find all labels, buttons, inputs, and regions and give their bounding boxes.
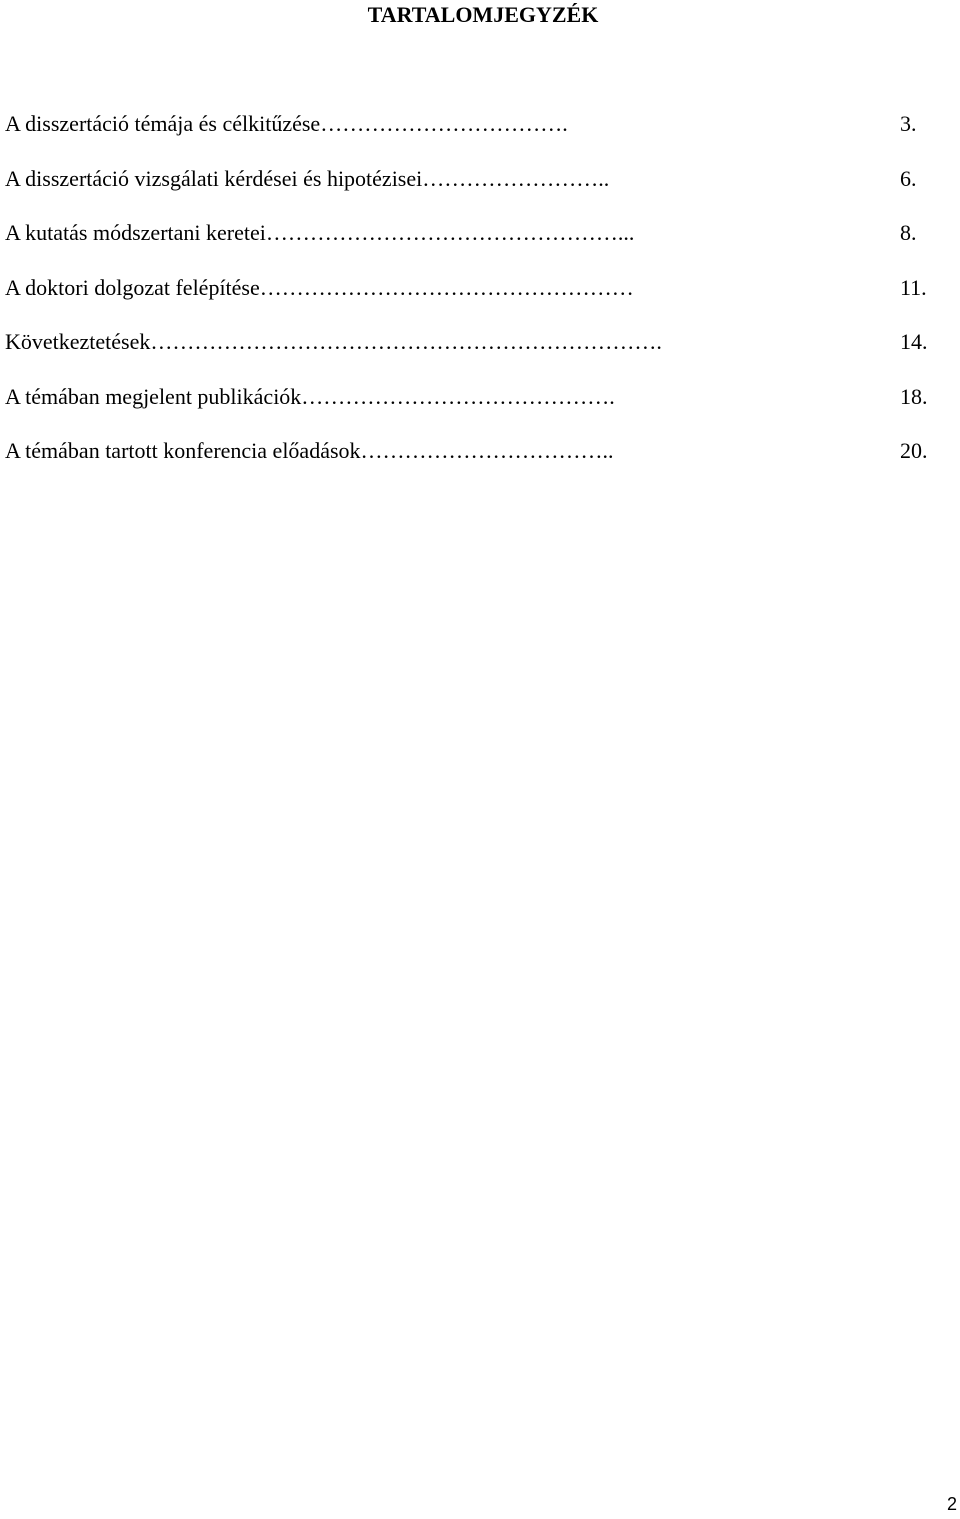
toc-entry-title: A témában tartott konferencia előadások…………………………….. (5, 438, 614, 463)
toc-entry-page: 8. (900, 220, 917, 245)
toc-row (5, 436, 928, 491)
toc-entry-page: 14. (900, 329, 928, 354)
toc-entry-title: Következtetések……………………………………………………………. (5, 329, 662, 354)
toc-entry-title: A kutatás módszertani keretei…………………………………………... (5, 220, 635, 245)
toc-row (5, 327, 928, 382)
toc-row (5, 273, 927, 328)
page-title: TARTALOMJEGYZÉK (367, 2, 599, 27)
toc-entry-page: 18. (900, 383, 928, 409)
toc-entry-page: 3. (900, 111, 917, 136)
page-number: 2 (946, 1494, 957, 1514)
toc-row (5, 164, 921, 219)
table-of-contents (5, 109, 928, 491)
toc-row (5, 382, 928, 437)
toc-entry-title: A disszertáció vizsgálati kérdései és hipotézisei…………………….. (5, 165, 610, 191)
toc-entry-title: A témában megjelent publikációk……………………………………. (5, 383, 615, 409)
toc-entry-page: 6. (900, 165, 917, 191)
toc-entry-title: A disszertáció témája és célkitűzése……………………………. (5, 111, 568, 136)
toc-row (5, 218, 921, 273)
toc-entry-page: 11. (900, 274, 927, 300)
toc-entry-page: 20. (900, 438, 928, 463)
toc-row (5, 109, 921, 164)
toc-entry-title: A doktori dolgozat felépítése…………………………………………… (5, 274, 634, 300)
